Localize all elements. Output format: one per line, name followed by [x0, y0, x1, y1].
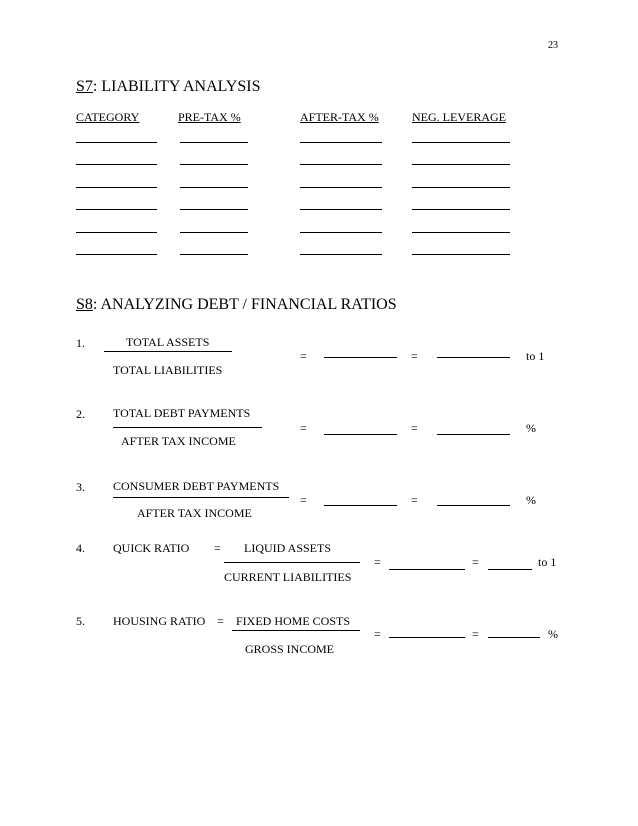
item-2-number: 2. — [76, 407, 85, 421]
blank-neg-leverage-row-1[interactable] — [412, 142, 510, 143]
item-5-label: HOUSING RATIO — [113, 614, 206, 628]
item-1-equals-1: = — [300, 349, 307, 363]
item-2-blank-1[interactable] — [324, 434, 397, 435]
item-4-blank-1[interactable] — [389, 569, 465, 570]
item-1-blank-1[interactable] — [324, 357, 397, 358]
blank-neg-leverage-row-6[interactable] — [412, 254, 510, 255]
blank-after-tax-row-4[interactable] — [300, 209, 382, 210]
item-5-suffix: % — [548, 627, 558, 641]
column-header-neg-leverage: NEG. LEVERAGE — [412, 110, 506, 124]
item-4-equals-1: = — [374, 555, 381, 569]
item-5-fraction-bar — [232, 630, 360, 631]
item-2-denominator: AFTER TAX INCOME — [121, 434, 236, 448]
item-4-suffix: to 1 — [538, 555, 557, 569]
blank-pre-tax-row-3[interactable] — [180, 187, 248, 188]
item-2-suffix: % — [526, 421, 536, 435]
item-3-suffix: % — [526, 493, 536, 507]
s7-heading — [76, 78, 260, 96]
blank-category-row-5[interactable] — [76, 232, 157, 233]
blank-neg-leverage-row-5[interactable] — [412, 232, 510, 233]
item-1-suffix: to 1 — [526, 349, 545, 363]
blank-after-tax-row-2[interactable] — [300, 164, 382, 165]
item-1-numerator: TOTAL ASSETS — [126, 335, 210, 349]
s8-title: : ANALYZING DEBT / FINANCIAL RATIOS — [92, 296, 397, 313]
blank-after-tax-row-3[interactable] — [300, 187, 382, 188]
item-1-number: 1. — [76, 336, 85, 350]
s8-code: S8 — [76, 296, 93, 313]
item-4-number: 4. — [76, 541, 85, 555]
item-5-denominator: GROSS INCOME — [245, 642, 335, 656]
blank-category-row-4[interactable] — [76, 209, 157, 210]
s8-heading — [76, 296, 397, 314]
blank-category-row-6[interactable] — [76, 254, 157, 255]
s7-code: S7 — [76, 78, 93, 95]
item-3-equals-1: = — [300, 493, 307, 507]
page-number: 23 — [548, 40, 558, 51]
item-3-number: 3. — [76, 480, 85, 494]
item-5-number: 5. — [76, 614, 85, 628]
s7-title: : LIABILITY ANALYSIS — [92, 78, 261, 95]
item-4-numerator: LIQUID ASSETS — [244, 541, 332, 555]
item-2-numerator: TOTAL DEBT PAYMENTS — [113, 406, 251, 420]
item-1-denominator: TOTAL LIABILITIES — [113, 363, 223, 377]
item-2-equals-2: = — [411, 421, 418, 435]
item-3-blank-1[interactable] — [324, 505, 397, 506]
item-3-denominator: AFTER TAX INCOME — [137, 506, 252, 520]
item-4-label-equals: = — [214, 541, 221, 555]
item-4-equals-2: = — [472, 555, 479, 569]
item-3-numerator: CONSUMER DEBT PAYMENTS — [113, 479, 280, 493]
item-4-blank-2[interactable] — [488, 569, 532, 570]
item-3-fraction-bar — [113, 497, 289, 498]
item-1-equals-2: = — [411, 349, 418, 363]
column-header-after-tax: AFTER-TAX % — [300, 110, 379, 124]
item-3-equals-2: = — [411, 493, 418, 507]
blank-neg-leverage-row-4[interactable] — [412, 209, 510, 210]
item-1-blank-2[interactable] — [437, 357, 510, 358]
item-5-numerator: FIXED HOME COSTS — [236, 614, 351, 628]
item-1-fraction-bar — [104, 351, 232, 352]
blank-pre-tax-row-2[interactable] — [180, 164, 248, 165]
item-3-blank-2[interactable] — [437, 505, 510, 506]
blank-category-row-2[interactable] — [76, 164, 157, 165]
blank-category-row-1[interactable] — [76, 142, 157, 143]
blank-category-row-3[interactable] — [76, 187, 157, 188]
item-2-blank-2[interactable] — [437, 434, 510, 435]
item-2-equals-1: = — [300, 421, 307, 435]
blank-neg-leverage-row-2[interactable] — [412, 164, 510, 165]
item-5-equals-2: = — [472, 627, 479, 641]
blank-pre-tax-row-1[interactable] — [180, 142, 248, 143]
blank-pre-tax-row-5[interactable] — [180, 232, 248, 233]
blank-neg-leverage-row-3[interactable] — [412, 187, 510, 188]
item-2-fraction-bar — [113, 427, 262, 428]
blank-after-tax-row-5[interactable] — [300, 232, 382, 233]
item-4-label: QUICK RATIO — [113, 541, 190, 555]
column-header-pre-tax: PRE-TAX % — [178, 110, 241, 124]
item-5-blank-2[interactable] — [488, 637, 540, 638]
column-header-category: CATEGORY — [76, 110, 140, 124]
item-4-fraction-bar — [224, 562, 360, 563]
blank-after-tax-row-6[interactable] — [300, 254, 382, 255]
item-4-denominator: CURRENT LIABILITIES — [224, 570, 352, 584]
blank-pre-tax-row-4[interactable] — [180, 209, 248, 210]
item-5-equals-1: = — [374, 627, 381, 641]
blank-after-tax-row-1[interactable] — [300, 142, 382, 143]
item-5-blank-1[interactable] — [389, 637, 465, 638]
item-5-label-equals: = — [217, 614, 224, 628]
blank-pre-tax-row-6[interactable] — [180, 254, 248, 255]
